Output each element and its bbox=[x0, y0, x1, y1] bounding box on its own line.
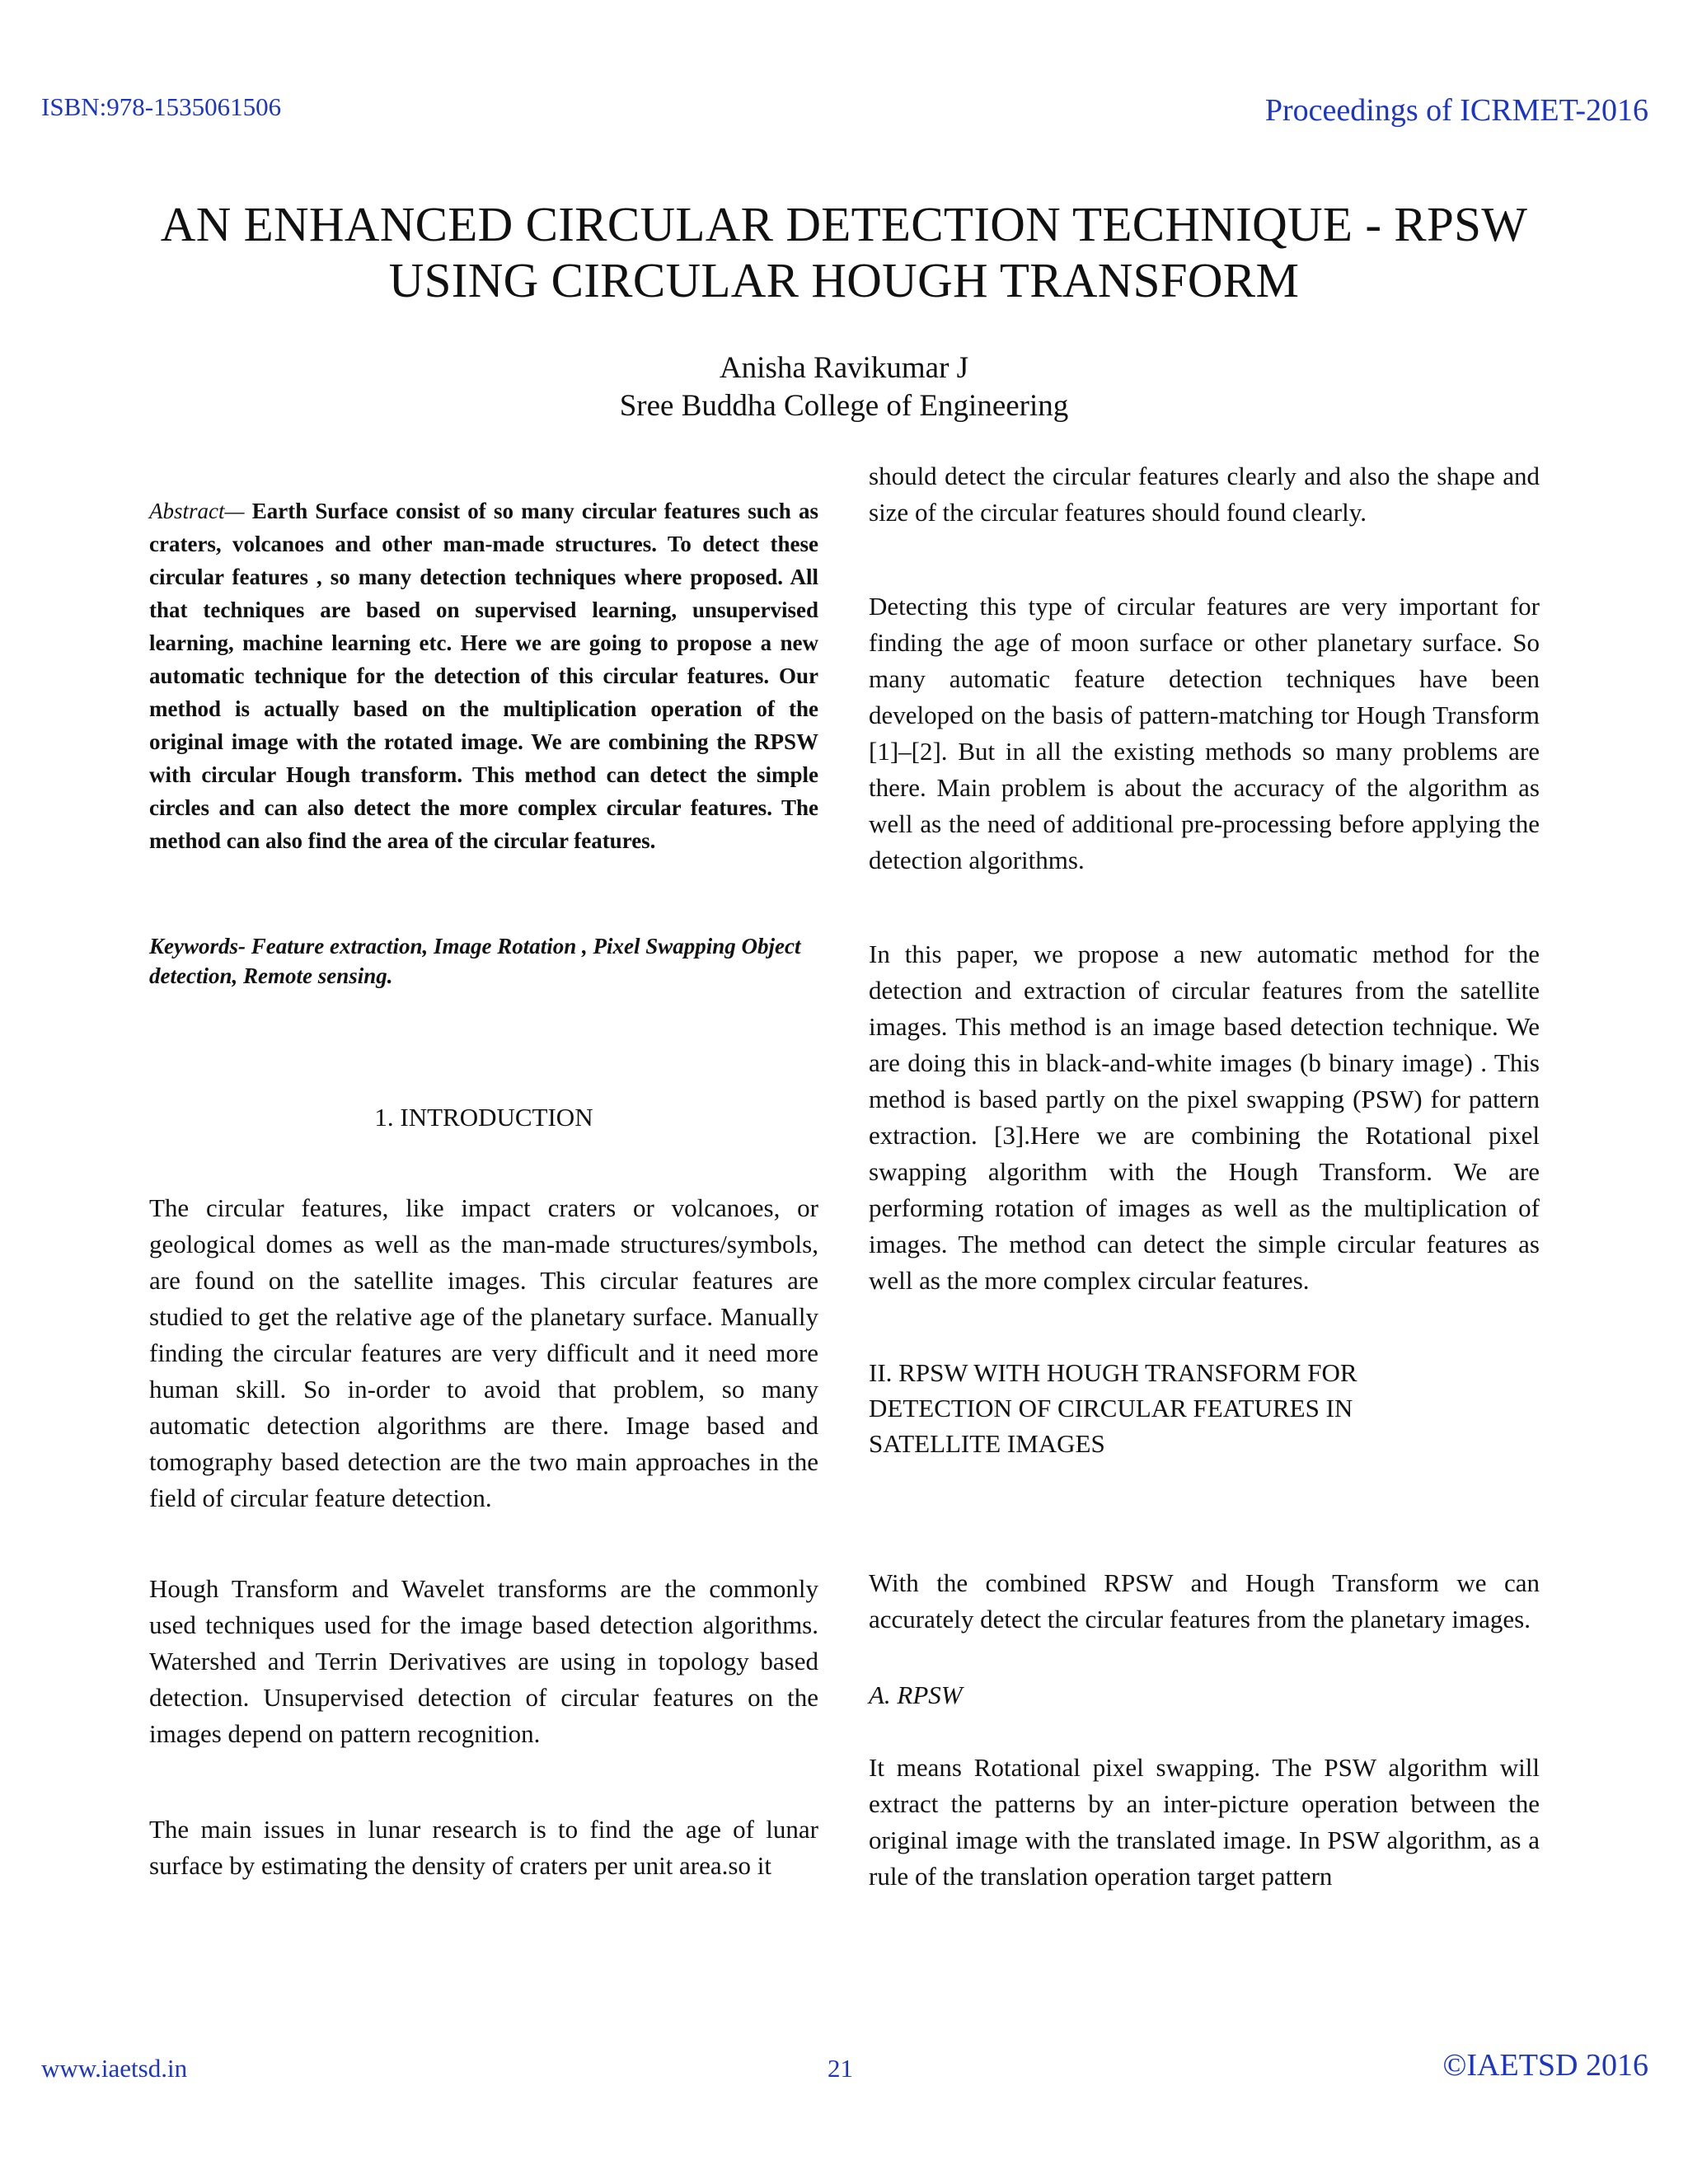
author-affiliation: Sree Buddha College of Engineering bbox=[619, 389, 1069, 423]
right-paragraph-3: In this paper, we propose a new automatic method for the detection and extraction of circular features from the satellite images. This method is an image based detection technique. We are doing this in black-and-white images (b binary image) . This method is based partly on the pixel swapping (PSW) for pattern extraction. [3].Here we are combining the Rotational pixel swapping algorithm with the Hough Transform. We are performing rotation of images as well as the multiplication of images. The method can detect the simple circular features as well as the more complex circular features. bbox=[869, 940, 1540, 1295]
keywords: Keywords- Feature extraction, Image Rotation , Pixel Swapping Object detection, Remote sensing. bbox=[149, 934, 801, 988]
author-block bbox=[0, 349, 1688, 425]
footer-page-number: 21 bbox=[828, 2054, 853, 2083]
proceedings-header: Proceedings of ICRMET-2016 bbox=[1264, 93, 1648, 128]
footer-copyright: ©IAETSD 2016 bbox=[1442, 2048, 1648, 2083]
introduction-heading: 1. INTRODUCTION bbox=[374, 1103, 593, 1132]
footer-website[interactable]: www.iaetsd.in bbox=[41, 2054, 188, 2083]
right-column bbox=[869, 458, 1540, 1895]
title-line-1: AN ENHANCED CIRCULAR DETECTION TECHNIQUE - RPSW bbox=[160, 197, 1528, 251]
section-2-heading: II. RPSW WITH HOUGH TRANSFORM FOR DETECTION OF CIRCULAR FEATURES IN SATELLITE IMAGES bbox=[869, 1358, 1357, 1458]
author-name: Anisha Ravikumar J bbox=[719, 351, 969, 385]
section-2-paragraph: With the combined RPSW and Hough Transform we can accurately detect the circular features from the planetary images. bbox=[869, 1568, 1540, 1633]
abstract bbox=[149, 494, 818, 857]
left-column bbox=[149, 453, 818, 1884]
abstract-label: Abstract— bbox=[149, 499, 245, 523]
right-paragraph-1: should detect the circular features clearly and also the shape and size of the circular features should found clearly. bbox=[869, 462, 1540, 527]
abstract-text: Earth Surface consist of so many circular features such as craters, volcanoes and other man-made structures. To detect these circular features , so many detection techniques where proposed. All that techniques are based on supervised learning, unsupervised learning, machine learning etc. Here we are going to propose a new automatic technique for the detection of this circular features. Our method is actually based on the multiplication operation of the original image with the rotated image. We are combining the RPSW with circular Hough transform. This method can detect the simple circles and can also detect the more complex circular features. The method can also find the area of the circular features. bbox=[149, 499, 818, 853]
title-line-2: USING CIRCULAR HOUGH TRANSFORM bbox=[388, 253, 1300, 307]
intro-paragraph-1: The circular features, like impact craters or volcanoes, or geological domes as well as the man-made structures/symbols, are found on the satellite images. This circular features are studied to get the relative age of the planetary surface. Manually finding the circular features are very difficult and it need more human skill. So in-order to avoid that problem, so many automatic detection algorithms are there. Image based and tomography based detection are the two main approaches in the field of circular feature detection. bbox=[149, 1193, 818, 1512]
subsection-a-heading: A. RPSW bbox=[869, 1680, 963, 1709]
subsection-a-paragraph: It means Rotational pixel swapping. The PSW algorithm will extract the patterns by an inter-picture operation between the original image with the translated image. In PSW algorithm, as a rule of the translation operation target pattern bbox=[869, 1753, 1540, 1891]
intro-paragraph-2: Hough Transform and Wavelet transforms are the commonly used techniques used for the image based detection algorithms. Watershed and Terrin Derivatives are using in topology based detection. Unsupervised detection of circular features on the images depend on pattern recognition. bbox=[149, 1574, 818, 1748]
paper-title bbox=[0, 196, 1688, 308]
isbn-header: ISBN:978-1535061506 bbox=[41, 92, 282, 121]
right-paragraph-2: Detecting this type of circular features are very important for finding the age of moon surface or other planetary surface. So many automatic feature detection techniques have been developed on the basis of pattern-matching tor Hough Transform [1]–[2]. But in all the existing methods so many problems are there. Main problem is about the accuracy of the algorithm as well as the need of additional pre-processing before applying the detection algorithms. bbox=[869, 592, 1540, 874]
intro-paragraph-3: The main issues in lunar research is to find the age of lunar surface by estimating the density of craters per unit area.so it bbox=[149, 1815, 818, 1880]
